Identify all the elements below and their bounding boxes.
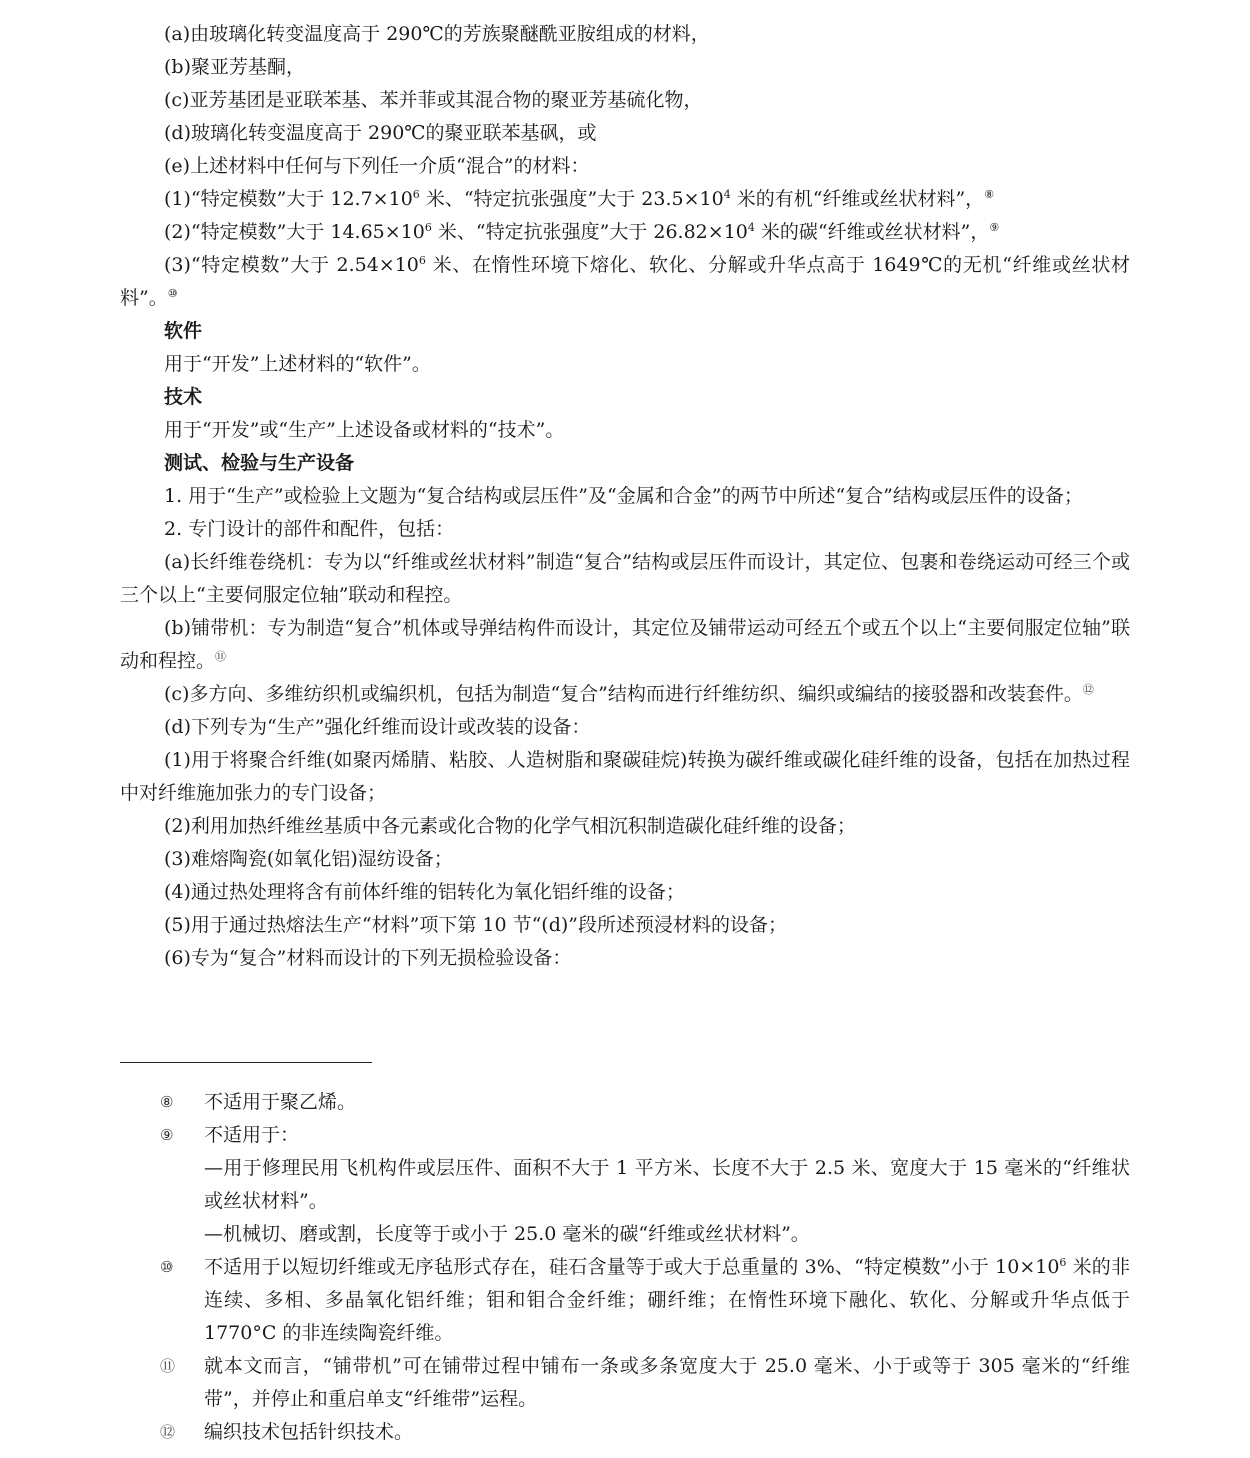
footnote-number: ⑫ (160, 1423, 176, 1441)
footnote-text: 不适用于： —用于修理民用飞机构件或层压件、面积不大于 1 平方米、长度不大于 2.5 米、宽度大于 15 毫米的“纤维状或丝状材料”。 —机械切、磨或割，长度等于或小于 25.0 毫米的碳“纤维或丝状材料”。 (204, 1124, 1130, 1245)
paragraph-2d5: (5)用于通过热熔法生产“材料”项下第 10 节“(d)”段所述预浸材料的设备； (164, 914, 788, 936)
paragraph-e1: (1)“特定模数”大于 $12.7\times 10^6$ 米、“特定抗张强度”大于 $23.5\times 10^4$ 米的有机“纤维或丝状材料”，⑧ (164, 188, 995, 210)
footnote-text: 不适用于聚乙烯。 (204, 1091, 357, 1113)
heading-software: 软件 (164, 320, 203, 342)
footnote-number: ⑧ (160, 1093, 174, 1111)
paragraph-2: 2. 专门设计的部件和配件，包括： (164, 518, 455, 540)
paragraph-e2: (2)“特定模数”大于 $14.65\times 10^6$ 米、“特定抗张强度”大于 $26.82\times 10^4$ 米的碳“纤维或丝状材料”，⑨ (164, 221, 1000, 243)
paragraph-technology: 用于“开发”或“生产”上述设备或材料的“技术”。 (164, 419, 565, 441)
heading-test-equipment: 测试、检验与生产设备 (164, 452, 355, 474)
footnote-text: 不适用于以短切纤维或无序毡形式存在，硅石含量等于或大于总重量的 3%、“特定模数”小于 $10\times 10^6$ 米的非连续、多相、多晶氧化铝纤维；钼和钼合金纤维；硼纤维；在惰性环境下融化、软化、分解或升华点低于 1770°C 的非连续陶瓷纤维。 (204, 1256, 1130, 1344)
footnote-divider (120, 1062, 372, 1063)
paragraph-2c: (c)多方向、多维纺织机或编织机，包括为制造“复合”结构而进行纤维纺织、编织或编结的接驳器和改装套件。⑫ (164, 683, 1094, 705)
footnote-text: 就本文而言，“铺带机”可在铺带过程中铺布一条或多条宽度大于 25.0 毫米、小于或等于 305 毫米的“纤维带”，并停止和重启单支“纤维带”运程。 (204, 1355, 1130, 1410)
footnote-9 (160, 1119, 1130, 1251)
paragraph-2d6: (6)专为“复合”材料而设计的下列无损检验设备： (164, 947, 572, 969)
footnote-number: ⑩ (160, 1258, 174, 1276)
footnote-11 (160, 1350, 1130, 1416)
footnote-ref-9[interactable]: ⑨ (989, 221, 1000, 234)
paragraph-2d: (d)下列专为“生产”强化纤维而设计或改装的设备： (164, 716, 591, 738)
footnote-12 (160, 1416, 1130, 1449)
paragraph-b: (b)聚亚芳基酮， (164, 56, 305, 78)
paragraph-1: 1. 用于“生产”或检验上文题为“复合结构或层压件”及“金属和合金”的两节中所述“复合”结构或层压件的设备； (164, 485, 1083, 507)
heading-technology: 技术 (164, 386, 203, 408)
paragraph-2d4: (4)通过热处理将含有前体纤维的铝转化为氧化铝纤维的设备； (164, 881, 685, 903)
paragraph-d: (d)玻璃化转变温度高于 290℃的聚亚联苯基砜，或 (164, 122, 597, 144)
paragraph-a: (a)由玻璃化转变温度高于 290℃的芳族聚醚酰亚胺组成的材料， (164, 23, 710, 45)
main-text (120, 18, 1130, 975)
footnote-ref-8[interactable]: ⑧ (984, 188, 995, 201)
footnote-8 (160, 1086, 1130, 1119)
footnote-10 (160, 1251, 1130, 1350)
footnote-ref-12[interactable]: ⑫ (1082, 683, 1094, 696)
paragraph-2b: (b)铺带机：专为制造“复合”机体或导弹结构件而设计，其定位及铺带运动可经五个或五个以上“主要伺服定位轴”联动和程控。⑪ (120, 617, 1130, 672)
paragraph-2d2: (2)利用加热纤维丝基质中各元素或化合物的化学气相沉积制造碳化硅纤维的设备； (164, 815, 856, 837)
paragraph-2d1: (1)用于将聚合纤维(如聚丙烯腈、粘胶、人造树脂和聚碳硅烷)转换为碳纤维或碳化硅纤维的设备，包括在加热过程中对纤维施加张力的专门设备； (120, 749, 1130, 804)
paragraph-software: 用于“开发”上述材料的“软件”。 (164, 353, 431, 375)
paragraph-e3: (3)“特定模数”大于 $2.54\times 10^6$ 米、在惰性环境下熔化、软化、分解或升华点高于 1649℃的无机“纤维或丝状材料”。⑩ (120, 254, 1130, 309)
paragraph-2a: (a)长纤维卷绕机：专为以“纤维或丝状材料”制造“复合”结构或层压件而设计，其定位、包裹和卷绕运动可经三个或三个以上“主要伺服定位轴”联动和程控。 (120, 551, 1130, 606)
footnote-text: 编织技术包括针织技术。 (204, 1421, 414, 1443)
paragraph-c: (c)亚芳基团是亚联苯基、苯并菲或其混合物的聚亚芳基硫化物， (164, 89, 703, 111)
footnote-number: ⑪ (160, 1357, 176, 1375)
footnote-number: ⑨ (160, 1126, 174, 1144)
footnote-ref-11[interactable]: ⑪ (215, 650, 227, 663)
paragraph-2d3: (3)难熔陶瓷(如氧化铝)湿纺设备； (164, 848, 453, 870)
footnotes (160, 1086, 1130, 1449)
footnote-ref-10[interactable]: ⑩ (167, 287, 178, 300)
paragraph-e: (e)上述材料中任何与下列任一介质“混合”的材料： (164, 155, 590, 177)
